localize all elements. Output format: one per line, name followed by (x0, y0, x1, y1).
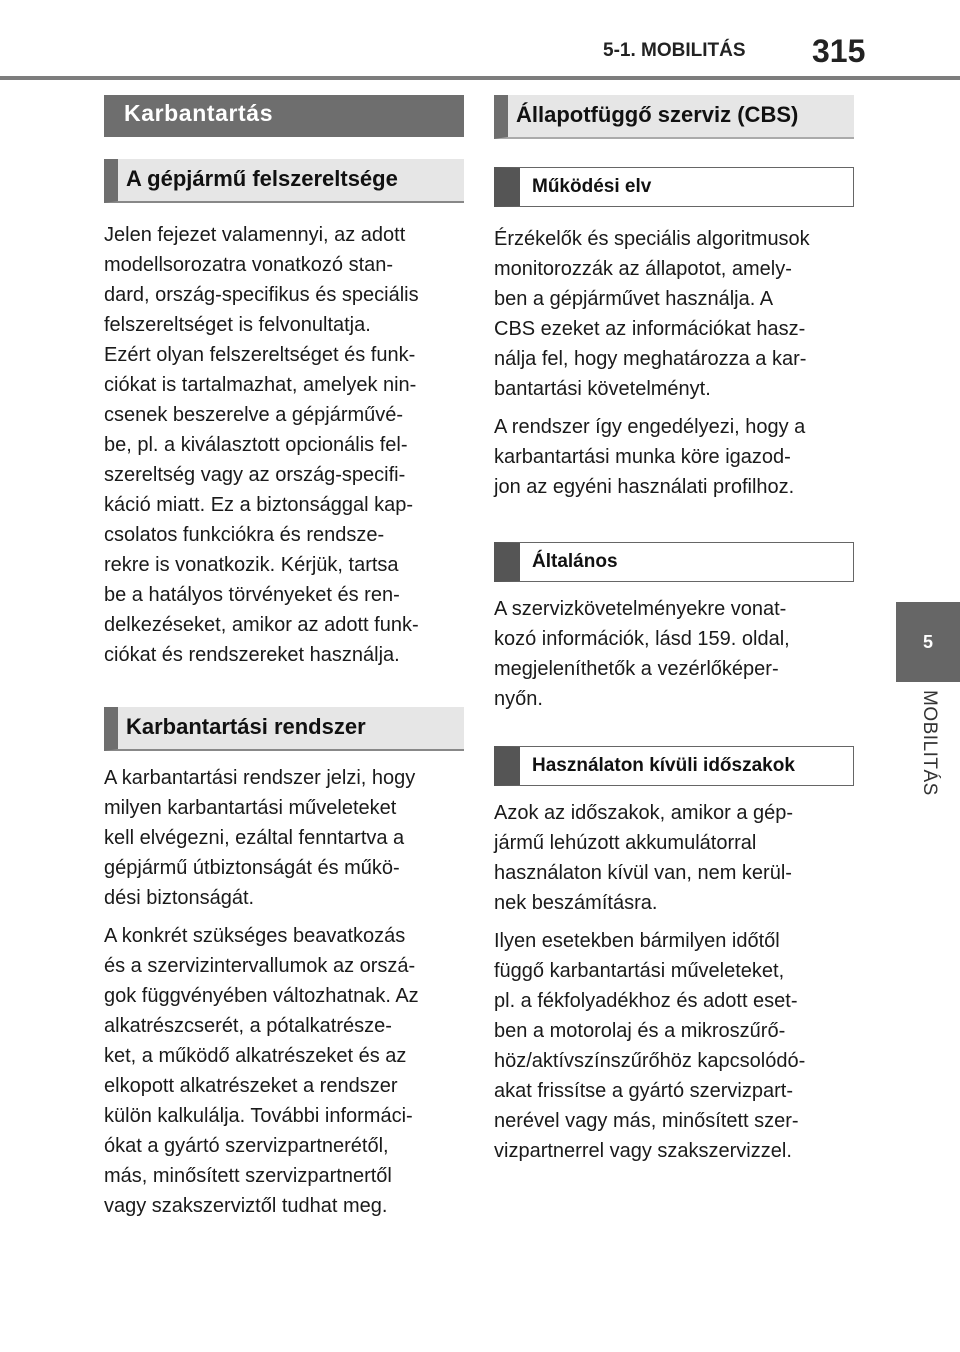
text-line: gépjármű útbiztonságát és műkö- (104, 857, 400, 879)
chapter-tab-number: 5 (896, 602, 960, 682)
text-line: pl. a fékfolyadékhoz és adott eset- (494, 990, 798, 1012)
text-line: dard, ország-specifikus és speciális (104, 284, 419, 306)
text-line: gok függvényében változhatnak. Az (104, 985, 419, 1007)
text-line: ben a motorolaj és a mikroszűrő- (494, 1020, 786, 1042)
text-line: Ezért olyan felszereltséget és funk- (104, 344, 416, 366)
text-line: felszereltséget is felvonultatja. (104, 314, 371, 336)
text-line: höz/aktívszínszűrőhöz kapcsolódó- (494, 1050, 806, 1072)
text-line: monitorozzák az állapotot, amely- (494, 258, 792, 280)
left-column (104, 95, 464, 1221)
text-line: rekre is vonatkozik. Kérjük, tartsa (104, 554, 399, 576)
text-line: bantartási követelményt. (494, 378, 711, 400)
text-line: be a hatályos törvényeket és ren- (104, 584, 400, 606)
text-line: jon az egyéni használati profilhoz. (494, 476, 795, 498)
chapter-heading: Karbantartás (104, 95, 464, 137)
text-line: jármű lehúzott akkumulátorral (494, 832, 757, 854)
page-number: 315 (812, 33, 866, 69)
paragraph-principle-1 (494, 224, 854, 404)
text-line: megjeleníthetők a vezérlőképer- (494, 658, 779, 680)
text-line: Ilyen esetekben bármilyen időtől (494, 930, 780, 952)
text-line: ket, a működő alkatrészeket és az (104, 1045, 407, 1067)
chapter-tab-label-text: MOBILITÁS (919, 690, 940, 796)
text-line: karbantartási munka köre igazod- (494, 446, 791, 468)
paragraph-idle-2 (494, 926, 854, 1166)
text-line: csenek beszerelve a gépjárművé- (104, 404, 404, 426)
paragraph-maintenance-1 (104, 763, 464, 913)
section-heading-cbs: Állapotfüggő szerviz (CBS) (494, 95, 854, 139)
text-line: modellsorozatra vonatkozó stan- (104, 254, 394, 276)
text-line: használaton kívül van, nem kerül- (494, 862, 792, 884)
text-line: alkatrészcserét, a pótalkatrésze- (104, 1015, 392, 1037)
text-line: csolatos funkciókra és rendsze- (104, 524, 385, 546)
text-line: A karbantartási rendszer jelzi, hogy (104, 767, 416, 789)
chapter-tab-label (896, 690, 960, 820)
text-line: ben a gépjárművet használja. A (494, 288, 774, 310)
text-line: ókat a gyártó szervizpartnerétől, (104, 1135, 389, 1157)
text-line: nerével vagy más, minősített szer- (494, 1110, 799, 1132)
text-line: ciókat és rendszereket használja. (104, 644, 400, 666)
text-line: káció miatt. Ez a biztonsággal kap- (104, 494, 414, 516)
header-divider (0, 76, 960, 80)
paragraph-principle-2 (494, 412, 854, 502)
paragraph-maintenance-2 (104, 921, 464, 1221)
section-heading-equipment: A gépjármű felszereltsége (104, 159, 464, 203)
right-column (494, 95, 854, 1166)
text-line: A rendszer így engedélyezi, hogy a (494, 416, 806, 438)
text-line: Jelen fejezet valamennyi, az adott (104, 224, 406, 246)
text-line: nek beszámításra. (494, 892, 658, 914)
text-line: külön kalkulálja. További informáci- (104, 1105, 413, 1127)
subheading-idle-periods: Használaton kívüli időszakok (494, 746, 854, 786)
text-line: nyőn. (494, 688, 543, 710)
text-line: CBS ezeket az információkat hasz- (494, 318, 806, 340)
text-line: be, pl. a kiválasztott opcionális fel- (104, 434, 408, 456)
text-line: függő karbantartási műveleteket, (494, 960, 785, 982)
paragraph-equipment (104, 220, 464, 670)
section-heading-maintenance-system: Karbantartási rendszer (104, 707, 464, 751)
text-line: vagy szakszerviztől tudhat meg. (104, 1195, 388, 1217)
text-line: A konkrét szükséges beavatkozás (104, 925, 406, 947)
paragraph-general (494, 594, 854, 714)
text-line: elkopott alkatrészeket a rendszer (104, 1075, 398, 1097)
subheading-principle: Működési elv (494, 167, 854, 207)
text-line: Azok az időszakok, amikor a gép- (494, 802, 794, 824)
text-line: Érzékelők és speciális algoritmusok (494, 228, 810, 250)
section-title: 5-1. MOBILITÁS (603, 40, 746, 61)
text-line: vizpartnerrel vagy szakszervizzel. (494, 1140, 792, 1162)
paragraph-idle-1 (494, 798, 854, 918)
text-line: szereltség vagy az ország-specifi- (104, 464, 406, 486)
text-line: delkezéseket, amikor az adott funk- (104, 614, 419, 636)
text-line: kozó információk, lásd 159. oldal, (494, 628, 790, 650)
text-line: nálja fel, hogy meghatározza a kar- (494, 348, 807, 370)
text-line: ciókat is tartalmazhat, amelyek nin- (104, 374, 417, 396)
text-line: dési biztonságát. (104, 887, 255, 909)
text-line: más, minősített szervizpartnertől (104, 1165, 392, 1187)
text-line: és a szervizintervallumok az orszá- (104, 955, 416, 977)
text-line: A szervizkövetelményekre vonat- (494, 598, 787, 620)
subheading-general: Általános (494, 542, 854, 582)
text-line: akat frissítse a gyártó szervizpart- (494, 1080, 793, 1102)
text-line: kell elvégezni, ezáltal fenntartva a (104, 827, 405, 849)
text-line: milyen karbantartási műveleteket (104, 797, 397, 819)
